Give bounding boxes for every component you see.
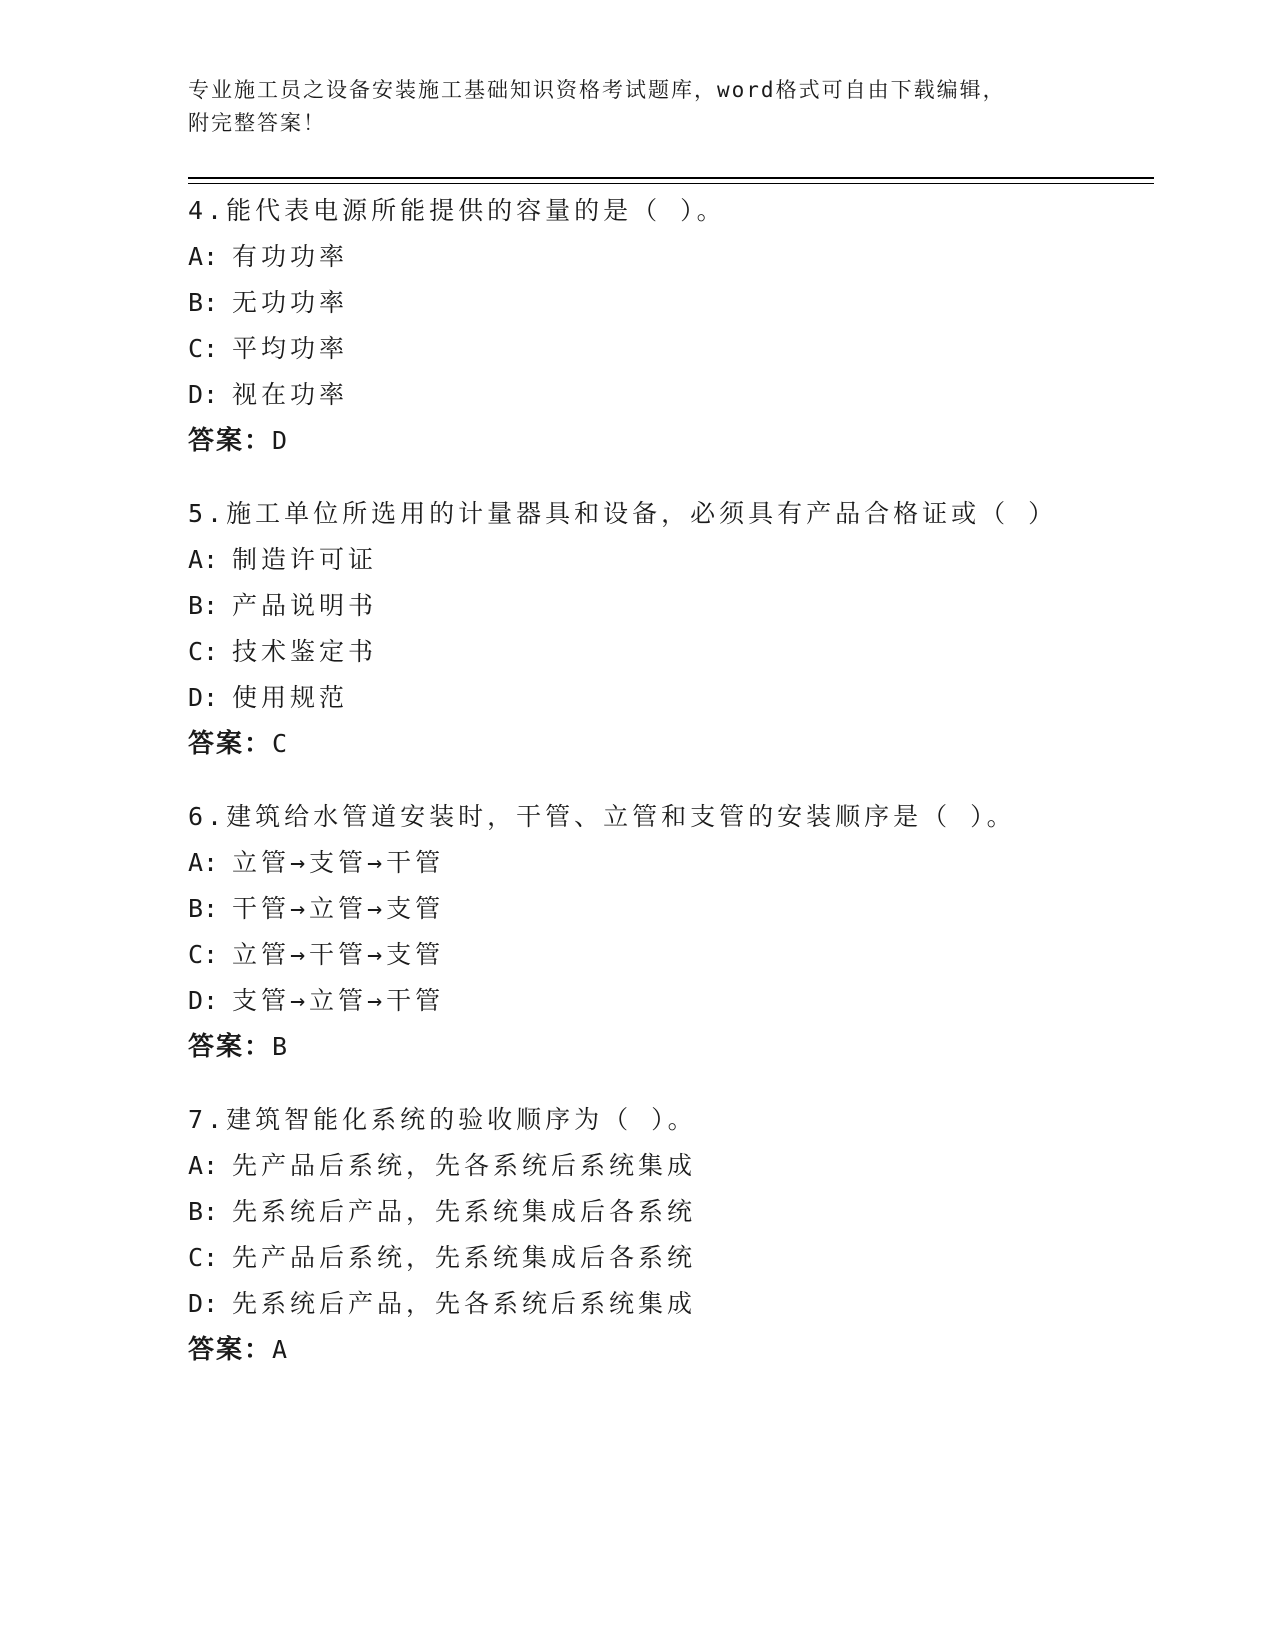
- header-rule-thick: [188, 177, 1154, 179]
- header-rule-thin: [188, 183, 1154, 184]
- option-label: D:: [188, 380, 219, 409]
- answer-value: C: [272, 729, 290, 758]
- option-text: 使用规范: [232, 683, 349, 712]
- option-label: A:: [188, 545, 219, 574]
- option-label: B:: [188, 288, 219, 317]
- option-a: [188, 1143, 1154, 1189]
- option-label: C:: [188, 637, 219, 666]
- answer-value: D: [272, 426, 290, 455]
- option-b: [188, 583, 1154, 629]
- option-text: 产品说明书: [232, 591, 378, 620]
- option-label: C:: [188, 940, 219, 969]
- question-stem: 5.施工单位所选用的计量器具和设备，必须具有产品合格证或（ ）: [188, 499, 1058, 528]
- option-b: [188, 886, 1154, 932]
- option-a: [188, 537, 1154, 583]
- option-label: A:: [188, 848, 219, 877]
- question-6: [188, 794, 1154, 1070]
- option-label: D:: [188, 986, 219, 1015]
- option-d: [188, 978, 1154, 1024]
- option-label: B:: [188, 1197, 219, 1226]
- question-7: [188, 1097, 1154, 1373]
- option-text: 立管→支管→干管: [232, 848, 445, 877]
- option-text: 制造许可证: [232, 545, 378, 574]
- option-text: 有功功率: [232, 242, 349, 271]
- option-b: [188, 280, 1154, 326]
- answer-value: B: [272, 1032, 290, 1061]
- header-line-1: 专业施工员之设备安装施工基础知识资格考试题库，word格式可自由下载编辑，: [188, 78, 1006, 102]
- option-label: D:: [188, 683, 219, 712]
- option-d: [188, 1281, 1154, 1327]
- answer-label: 答案：: [188, 1032, 273, 1062]
- answer-line: [188, 418, 1154, 464]
- option-text: 先系统后产品，先各系统后系统集成: [232, 1289, 697, 1318]
- answer-line: [188, 1327, 1154, 1373]
- option-text: 视在功率: [232, 380, 349, 409]
- document-header: [188, 74, 1088, 140]
- option-d: [188, 372, 1154, 418]
- answer-label: 答案：: [188, 729, 273, 759]
- answer-label: 答案：: [188, 426, 273, 456]
- question-stem: 4.能代表电源所能提供的容量的是（ ）。: [188, 196, 726, 225]
- option-label: C:: [188, 1243, 219, 1272]
- option-c: [188, 1235, 1154, 1281]
- option-text: 立管→干管→支管: [232, 940, 445, 969]
- answer-value: A: [272, 1335, 290, 1364]
- answer-line: [188, 1024, 1154, 1070]
- option-text: 先产品后系统，先各系统后系统集成: [232, 1151, 697, 1180]
- option-label: B:: [188, 591, 219, 620]
- option-c: [188, 629, 1154, 675]
- option-b: [188, 1189, 1154, 1235]
- option-label: A:: [188, 1151, 219, 1180]
- option-c: [188, 932, 1154, 978]
- option-text: 平均功率: [232, 334, 349, 363]
- question-5: [188, 491, 1154, 767]
- option-d: [188, 675, 1154, 721]
- option-text: 先产品后系统，先系统集成后各系统: [232, 1243, 697, 1272]
- header-line-2: 附完整答案！: [188, 111, 326, 135]
- question-4: [188, 188, 1154, 464]
- question-stem: 6.建筑给水管道安装时，干管、立管和支管的安装顺序是（ ）。: [188, 802, 1016, 831]
- answer-line: [188, 721, 1154, 767]
- option-a: [188, 234, 1154, 280]
- option-label: B:: [188, 894, 219, 923]
- option-label: A:: [188, 242, 219, 271]
- option-label: D:: [188, 1289, 219, 1318]
- option-a: [188, 840, 1154, 886]
- option-text: 干管→立管→支管: [232, 894, 445, 923]
- question-list: [188, 188, 1154, 1400]
- option-c: [188, 326, 1154, 372]
- answer-label: 答案：: [188, 1335, 273, 1365]
- option-text: 先系统后产品，先系统集成后各系统: [232, 1197, 697, 1226]
- option-text: 技术鉴定书: [232, 637, 378, 666]
- option-text: 支管→立管→干管: [232, 986, 445, 1015]
- question-stem: 7.建筑智能化系统的验收顺序为（ ）。: [188, 1105, 697, 1134]
- option-label: C:: [188, 334, 219, 363]
- option-text: 无功功率: [232, 288, 349, 317]
